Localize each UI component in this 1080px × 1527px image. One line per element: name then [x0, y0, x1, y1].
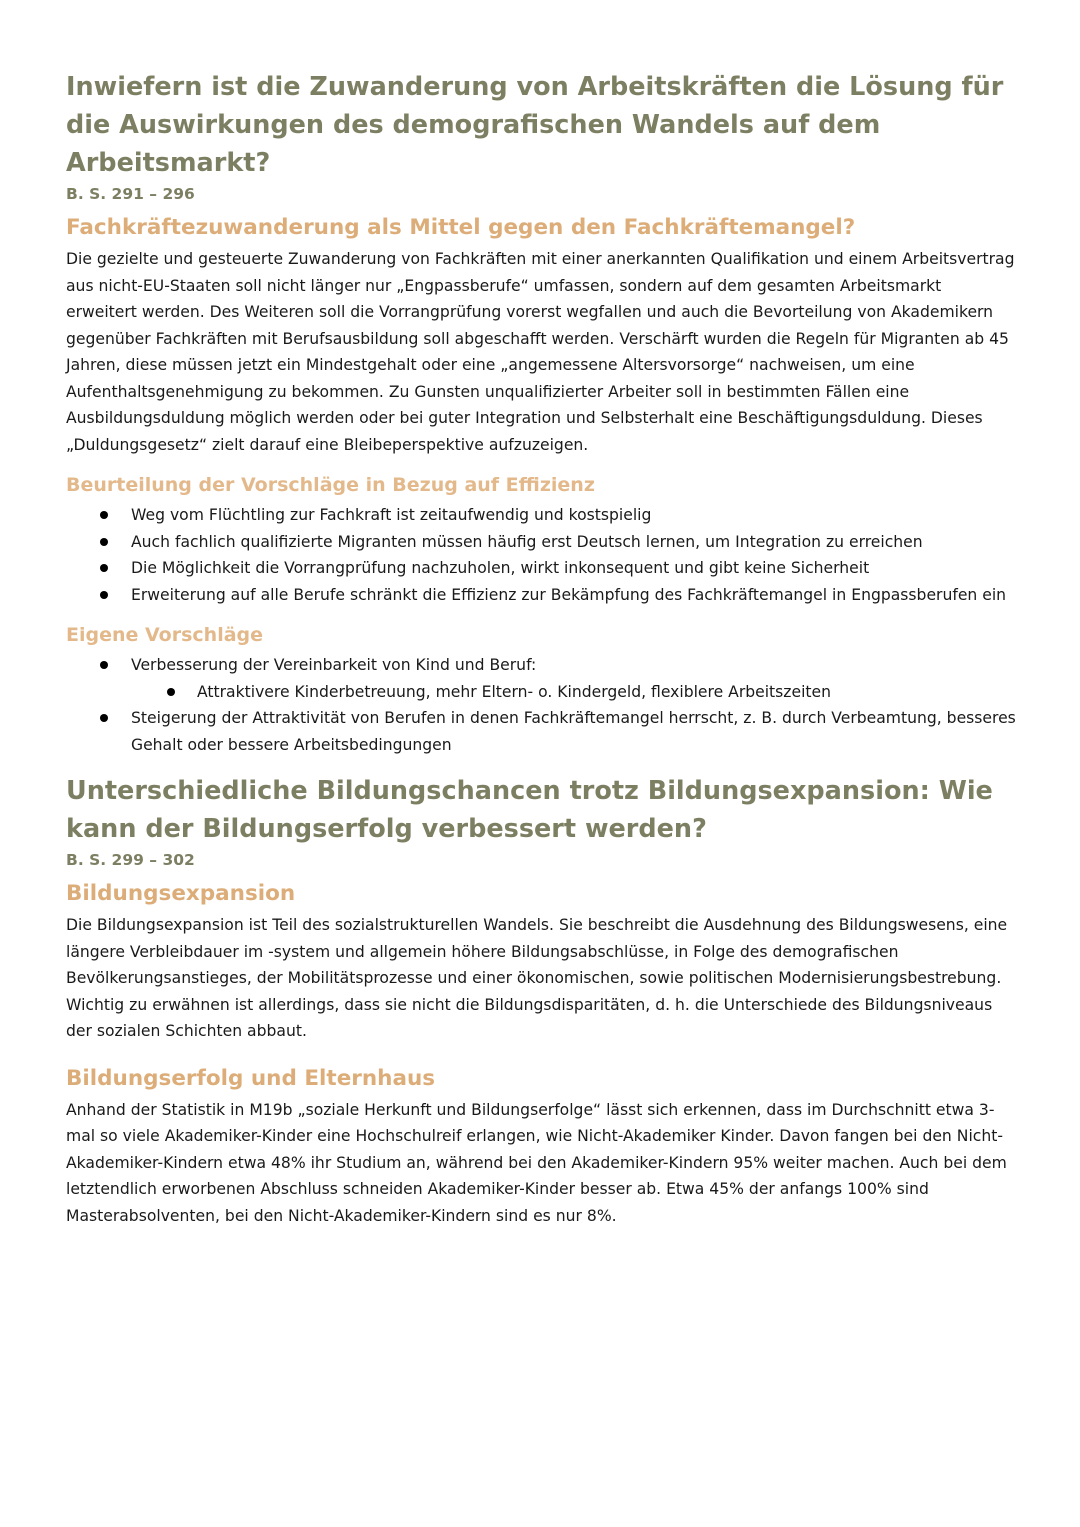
section2-reference: B. S. 299 – 302	[66, 851, 195, 869]
list-item: Steigerung der Attraktivität von Berufen in denen Fachkräftemangel herrscht, z. B. durch Verbeamtung, besseres Gehalt oder bessere Arbeitsbedingungen	[66, 705, 1016, 758]
list-item: Die Möglichkeit die Vorrangprüfung nachzuholen, wirkt inkonsequent und gibt keine Sicherheit	[66, 555, 1016, 582]
list-item: Auch fachlich qualifizierte Migranten müssen häufig erst Deutsch lernen, um Integration zu erreichen	[66, 529, 1016, 556]
list-item: Erweiterung auf alle Berufe schränkt die Effizienz zur Bekämpfung des Fachkräftemangel in Engpassberufen ein	[66, 582, 1016, 609]
list-item: Attraktivere Kinderbetreuung, mehr Eltern- o. Kindergeld, flexiblere Arbeitszeiten	[66, 679, 1016, 706]
section1-sub1-paragraph: Die gezielte und gesteuerte Zuwanderung von Fachkräften mit einer anerkannten Qualifikation und einem Arbeitsvertrag aus nicht-EU-Staaten soll nicht länger nur „Engpassberufe“ umfassen, sondern auf dem gesamten Arbeitsmarkt erweitert werden. Des Weiteren soll die Vorrangprüfung vorerst wegfallen und auch die Bevorteilung von Akademikern gegenüber Fachkräften mit Berufsausbildung soll abgeschafft werden. Verschärft wurden die Regeln für Migranten ab 45 Jahren, diese müssen jetzt ein Mindestgehalt oder eine „angemessene Altersvorsorge“ nachweisen, um eine Aufenthaltsgenehmigung zu bekommen. Zu Gunsten unqualifizierter Arbeiter soll in bestimmten Fällen eine Ausbildungsduldung möglich werden oder bei guter Integration und Selbsterhalt eine Beschäftigungsduldung. Dieses „Duldungsgesetz“ zielt darauf eine Bleibeperspektive aufzuzeigen.	[66, 250, 1015, 454]
section2-title: Unterschiedliche Bildungschancen trotz Bildungsexpansion: Wie kann der Bildungserfolg verbessert werden?	[66, 776, 993, 844]
section1-sub2-heading: Beurteilung der Vorschläge in Bezug auf Effizienz	[66, 474, 595, 496]
section2-sub1-paragraph: Die Bildungsexpansion ist Teil des sozialstrukturellen Wandels. Sie beschreibt die Ausdehnung des Bildungswesens, eine längere Verbleibdauer im -system und allgemein höhere Bildungsabschlüsse, in Folge des demografischen Bevölkerungsanstieges, der Mobilitätsprozesse und einer ökonomischen, sowie politischen Modernisierungsbestrebung. Wichtig zu erwähnen ist allerdings, dass sie nicht die Bildungsdisparitäten, d. h. die Unterschiede des Bildungsniveaus der sozialen Schichten abbaut.	[66, 916, 1008, 1040]
own-proposals-list	[66, 652, 1016, 679]
document-page	[66, 68, 1016, 1229]
own-proposals-list-cont	[66, 705, 1016, 758]
list-item: Weg vom Flüchtling zur Fachkraft ist zeitaufwendig und kostspielig	[66, 502, 1016, 529]
section1-sub3-heading: Eigene Vorschläge	[66, 624, 264, 646]
efficiency-list	[66, 502, 1016, 608]
section1-sub1-heading: Fachkräftezuwanderung als Mittel gegen den Fachkräftemangel?	[66, 215, 856, 240]
section1-reference: B. S. 291 – 296	[66, 185, 195, 203]
list-item: Verbesserung der Vereinbarkeit von Kind und Beruf:	[66, 652, 1016, 679]
section2-sub1-heading: Bildungsexpansion	[66, 881, 296, 906]
section2-sub2-paragraph: Anhand der Statistik in M19b „soziale Herkunft und Bildungserfolge“ lässt sich erkennen, dass im Durchschnitt etwa 3-mal so viele Akademiker-Kinder eine Hochschulreif erlangen, wie Nicht-Akademiker Kinder. Davon fangen bei den Nicht-Akademiker-Kindern etwa 48% ihr Studium an, während bei den Akademiker-Kindern 95% weiter machen. Auch bei dem letztendlich erworbenen Abschluss schneiden Akademiker-Kinder besser ab. Etwa 45% der anfangs 100% sind Masterabsolventen, bei den Nicht-Akademiker-Kindern sind es nur 8%.	[66, 1100, 1007, 1225]
section1-title: Inwiefern ist die Zuwanderung von Arbeitskräften die Lösung für die Auswirkungen des demografischen Wandels auf dem Arbeitsmarkt?	[66, 72, 1004, 178]
section2-sub2-heading: Bildungserfolg und Elternhaus	[66, 1065, 436, 1091]
own-proposals-sublist	[66, 679, 1016, 706]
